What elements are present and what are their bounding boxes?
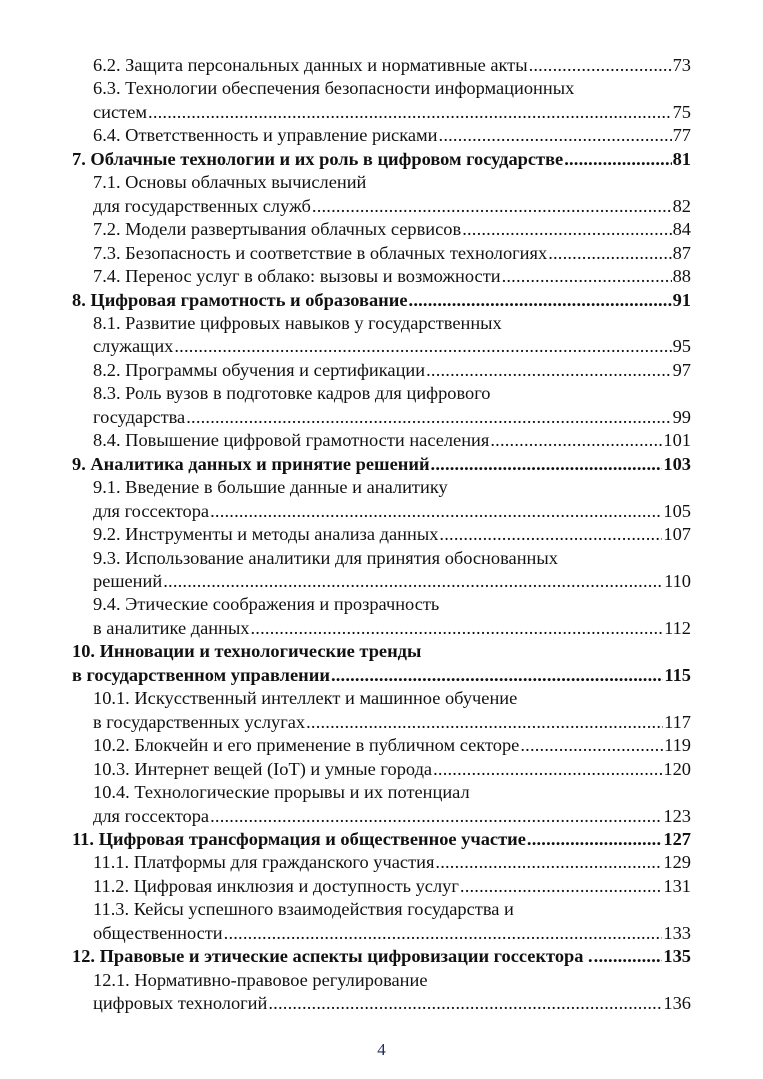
toc-page-number: 120 [663, 758, 691, 779]
toc-page-number: 123 [663, 805, 691, 826]
toc-page-number: 101 [663, 430, 691, 451]
toc-section[interactable] [72, 875, 691, 898]
toc-entry-title: 9.3. Использование аналитики для принятия обоснованных [93, 547, 558, 568]
toc-line [93, 734, 691, 757]
toc-entry-title: в государственных услугах [93, 711, 306, 732]
toc-page-number: 88 [672, 266, 691, 287]
dot-leader [174, 335, 671, 358]
table-of-contents [72, 54, 691, 1016]
toc-entry-title: 9.1. Введение в большие данные и аналитику [93, 477, 448, 498]
toc-entry-title: 8.3. Роль вузов в подготовке кадров для цифрового [93, 383, 491, 404]
toc-chapter[interactable] [72, 828, 691, 851]
toc-entry-title: 11.2. Цифровая инклюзия и доступность услуг [93, 875, 459, 896]
toc-section[interactable] [72, 359, 691, 382]
toc-entry-title: 11.3. Кейсы успешного взаимодействия государства и [93, 899, 514, 920]
toc-section[interactable] [72, 898, 691, 945]
toc-section[interactable] [72, 687, 691, 734]
toc-page-number: 95 [672, 336, 691, 357]
toc-entry-title: 7.2. Модели развертывания облачных сервисов [93, 219, 462, 240]
toc-entry-title: общественности [93, 922, 223, 943]
dot-leader [268, 992, 662, 1015]
toc-page-number: 112 [664, 617, 691, 638]
toc-line [93, 758, 691, 781]
dot-leader [548, 242, 671, 265]
toc-line [72, 828, 691, 851]
toc-section[interactable] [72, 593, 691, 640]
dot-leader [490, 429, 662, 452]
toc-chapter[interactable] [72, 453, 691, 476]
toc-line [93, 805, 691, 828]
dot-leader [594, 945, 663, 968]
toc-chapter[interactable] [72, 289, 691, 312]
dot-leader [186, 406, 671, 429]
toc-chapter[interactable] [72, 148, 691, 171]
dot-leader [520, 734, 663, 757]
toc-chapter[interactable] [72, 640, 691, 687]
dot-leader [409, 289, 672, 312]
toc-section[interactable] [72, 312, 691, 359]
toc-page-number: 131 [663, 875, 691, 896]
toc-line [93, 992, 691, 1015]
toc-line [93, 124, 691, 147]
toc-entry-title: для государственных служб [93, 195, 311, 216]
toc-entry-title: в государственном управлении [72, 664, 330, 685]
toc-line [93, 54, 691, 77]
toc-entry-title: 11. Цифровая трансформация и общественное участие [72, 828, 526, 849]
toc-entry-title: для госсектора [93, 805, 210, 826]
toc-line [93, 218, 691, 241]
toc-entry-title: 10. Инновации и технологические тренды [72, 641, 422, 662]
toc-entry-title: 10.3. Интернет вещей (IoT) и умные города [93, 758, 433, 779]
dot-leader [163, 570, 663, 593]
toc-line [93, 312, 691, 335]
toc-page-number: 103 [663, 453, 691, 474]
toc-page-number: 91 [672, 289, 691, 310]
dot-leader [435, 851, 662, 874]
dot-leader [148, 101, 672, 124]
toc-section[interactable] [72, 476, 691, 523]
toc-line [93, 500, 691, 523]
toc-line [93, 711, 691, 734]
dot-leader [210, 500, 662, 523]
toc-page-number: 97 [672, 359, 691, 380]
toc-section[interactable] [72, 734, 691, 757]
toc-page-number: 84 [672, 219, 691, 240]
toc-line [93, 242, 691, 265]
toc-entry-title: 7.3. Безопасность и соответствие в облачных технологиях [93, 242, 548, 263]
toc-page-number: 81 [672, 148, 691, 169]
dot-leader [426, 359, 672, 382]
toc-entry-title: 7. Облачные технологии и их роль в цифровом государстве [72, 148, 564, 169]
toc-entry-title: 6.4. Ответственность и управление рисками [93, 125, 438, 146]
toc-entry-title: 9. Аналитика данных и принятие решений [72, 453, 430, 474]
toc-section[interactable] [72, 218, 691, 241]
toc-section[interactable] [72, 171, 691, 218]
dot-leader [502, 265, 672, 288]
page-number: 4 [377, 1040, 386, 1059]
toc-line [93, 547, 691, 570]
toc-line [93, 476, 691, 499]
toc-page-number: 107 [663, 524, 691, 545]
toc-line [93, 851, 691, 874]
dot-leader [331, 664, 663, 687]
toc-entry-title: 9.2. Инструменты и методы анализа данных [93, 524, 439, 545]
toc-entry-title: 12.1. Нормативно-правовое регулирование [93, 969, 428, 990]
toc-entry-title: цифровых технологий [93, 993, 268, 1014]
toc-line [93, 77, 691, 100]
toc-entry-title: решений [93, 570, 163, 591]
toc-entry-title: 12. Правовые и этические аспекты цифровизации госсектора . [72, 946, 593, 967]
toc-section[interactable] [72, 77, 691, 124]
toc-page-number: 75 [672, 101, 691, 122]
toc-section[interactable] [72, 781, 691, 828]
toc-line [72, 664, 691, 687]
dot-leader [224, 922, 663, 945]
toc-line [72, 453, 691, 476]
toc-line [93, 265, 691, 288]
toc-page-number: 77 [672, 125, 691, 146]
toc-chapter[interactable] [72, 945, 691, 968]
toc-entry-title: государства [93, 406, 186, 427]
toc-page-number: 110 [664, 570, 691, 591]
toc-page-number: 129 [663, 852, 691, 873]
toc-section[interactable] [72, 242, 691, 265]
toc-page-number: 133 [663, 922, 691, 943]
toc-line [93, 875, 691, 898]
toc-page-number: 127 [663, 828, 691, 849]
toc-line [93, 570, 691, 593]
toc-section[interactable] [72, 382, 691, 429]
toc-entry-title: 7.4. Перенос услуг в облако: вызовы и возможности [93, 266, 501, 287]
toc-entry-title: 11.1. Платформы для гражданского участия [93, 852, 435, 873]
toc-section[interactable] [72, 758, 691, 781]
toc-line [72, 148, 691, 171]
toc-page-number: 136 [663, 993, 691, 1014]
toc-section[interactable] [72, 851, 691, 874]
toc-line [93, 593, 691, 616]
toc-line [93, 617, 691, 640]
toc-entry-title: систем [93, 101, 148, 122]
toc-page-number: 87 [672, 242, 691, 263]
toc-line [93, 101, 691, 124]
toc-page-number: 119 [664, 735, 691, 756]
dot-leader [439, 124, 672, 147]
dot-leader [306, 711, 663, 734]
toc-entry-title: служащих [93, 336, 174, 357]
toc-entry-title: 8.1. Развитие цифровых навыков у государственных [93, 312, 502, 333]
toc-entry-title: 10.1. Искусственный интеллект и машинное обучение [93, 688, 518, 709]
toc-entry-title: 10.4. Технологические прорывы и их потенциал [93, 782, 470, 803]
toc-entry-title: в аналитике данных [93, 617, 250, 638]
toc-section[interactable] [72, 124, 691, 147]
toc-entry-title: 8.4. Повышение цифровой грамотности населения [93, 430, 490, 451]
dot-leader [564, 148, 671, 171]
toc-line [93, 195, 691, 218]
toc-entry-title: 7.1. Основы облачных вычислений [93, 172, 367, 193]
dot-leader [210, 805, 662, 828]
toc-section[interactable] [72, 547, 691, 594]
toc-line [93, 922, 691, 945]
toc-line [93, 382, 691, 405]
toc-entry-title: 9.4. Этические соображения и прозрачность [93, 594, 440, 615]
dot-leader [462, 218, 671, 241]
toc-page-number: 105 [663, 500, 691, 521]
toc-page-number: 73 [672, 55, 691, 75]
dot-leader [251, 617, 664, 640]
toc-page-number: 117 [664, 711, 691, 732]
dot-leader [431, 453, 663, 476]
toc-section[interactable] [72, 265, 691, 288]
dot-leader [312, 195, 672, 218]
toc-line [93, 359, 691, 382]
toc-line [93, 335, 691, 358]
toc-line [93, 429, 691, 452]
dot-leader [439, 523, 662, 546]
toc-section[interactable] [72, 429, 691, 452]
toc-page-number: 82 [672, 195, 691, 216]
toc-section[interactable] [72, 969, 691, 1016]
toc-section[interactable] [72, 54, 691, 77]
toc-line [72, 945, 691, 968]
toc-line [72, 289, 691, 312]
toc-line [93, 781, 691, 804]
toc-entry-title: для госсектора [93, 500, 210, 521]
toc-entry-title: 10.2. Блокчейн и его применение в публичном секторе [93, 735, 520, 756]
toc-line [93, 898, 691, 921]
toc-page-number: 99 [672, 406, 691, 427]
toc-page-number: 115 [664, 664, 691, 685]
toc-page-number: 135 [663, 946, 691, 967]
toc-section[interactable] [72, 523, 691, 546]
toc-entry-title: 6.3. Технологии обеспечения безопасности информационных [93, 78, 575, 99]
toc-line [93, 523, 691, 546]
dot-leader [460, 875, 663, 898]
toc-entry-title: 8. Цифровая грамотность и образование [72, 289, 408, 310]
dot-leader [529, 54, 672, 77]
toc-entry-title: 8.2. Программы обучения и сертификации [93, 359, 426, 380]
toc-entry-title: 6.2. Защита персональных данных и нормативные акты [93, 55, 528, 75]
toc-line [93, 969, 691, 992]
toc-line [93, 406, 691, 429]
toc-line [72, 640, 691, 663]
toc-line [93, 687, 691, 710]
dot-leader [527, 828, 663, 851]
dot-leader [433, 758, 662, 781]
toc-line [93, 171, 691, 194]
